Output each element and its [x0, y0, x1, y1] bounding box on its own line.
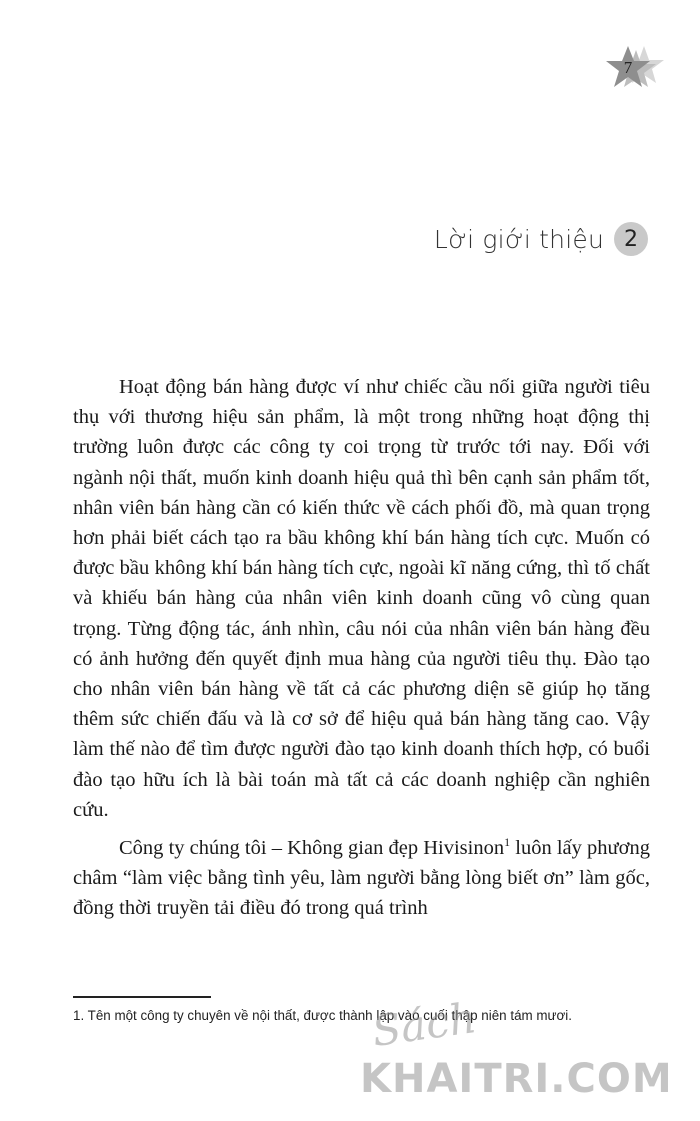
page-number-badge: [600, 40, 668, 100]
paragraph-text: luôn lấy phương châm “làm việc bằng tình yêu, làm người bằng lòng biết ơn” làm gốc, đồng thời truyền tải điều đó trong quá trình: [73, 837, 650, 920]
paragraph-text: Công ty chúng tôi – Không gian đẹp Hivisinon: [119, 837, 505, 860]
page-number: 7: [623, 58, 633, 77]
body-text: [73, 372, 650, 924]
footnote: 1. Tên một công ty chuyên về nội thất, được thành lập vào cuối thập niên tám mươi.: [73, 1008, 572, 1023]
footnote-marker: 1: [504, 835, 511, 850]
chapter-number-badge: 2: [614, 222, 648, 256]
watermark: KHAITRI.COM: [360, 1056, 673, 1102]
chapter-heading: [434, 222, 648, 256]
watermark-script: Sách: [369, 992, 480, 1057]
paragraph: [73, 833, 650, 924]
footnote-divider: [73, 996, 211, 998]
paragraph: Hoạt động bán hàng được ví như chiếc cầu nối giữa người tiêu thụ với thương hiệu sản phẩm, là một trong những hoạt động thị trường luôn được các công ty coi trọng từ trước tới nay. Đối với ngành nội thất, muốn kinh doanh hiệu quả thì bên cạnh sản phẩm tốt, nhân viên bán hàng cần có kiến thức về cách phối đồ, mà quan trọng hơn phải biết cách tạo ra bầu không khí bán hàng tích cực. Muốn có được bầu không khí bán hàng tích cực, ngoài kĩ năng cứng, thì tố chất và khiếu bán hàng của nhân viên kinh doanh cũng vô cùng quan trọng. Từng động tác, ánh nhìn, câu nói của nhân viên bán hàng đều có ảnh hưởng đến quyết định mua hàng của người tiêu thụ. Đào tạo cho nhân viên bán hàng về tất cả các phương diện sẽ giúp họ tăng thêm sức chiến đấu và là cơ sở để hiệu quả bán hàng tăng cao. Vậy làm thế nào để tìm được người đào tạo kinh doanh thích hợp, có buổi đào tạo hữu ích là bài toán mà tất cả các doanh nghiệp cần nghiên cứu.: [73, 376, 650, 821]
chapter-title: Lời giới thiệu: [433, 224, 604, 254]
